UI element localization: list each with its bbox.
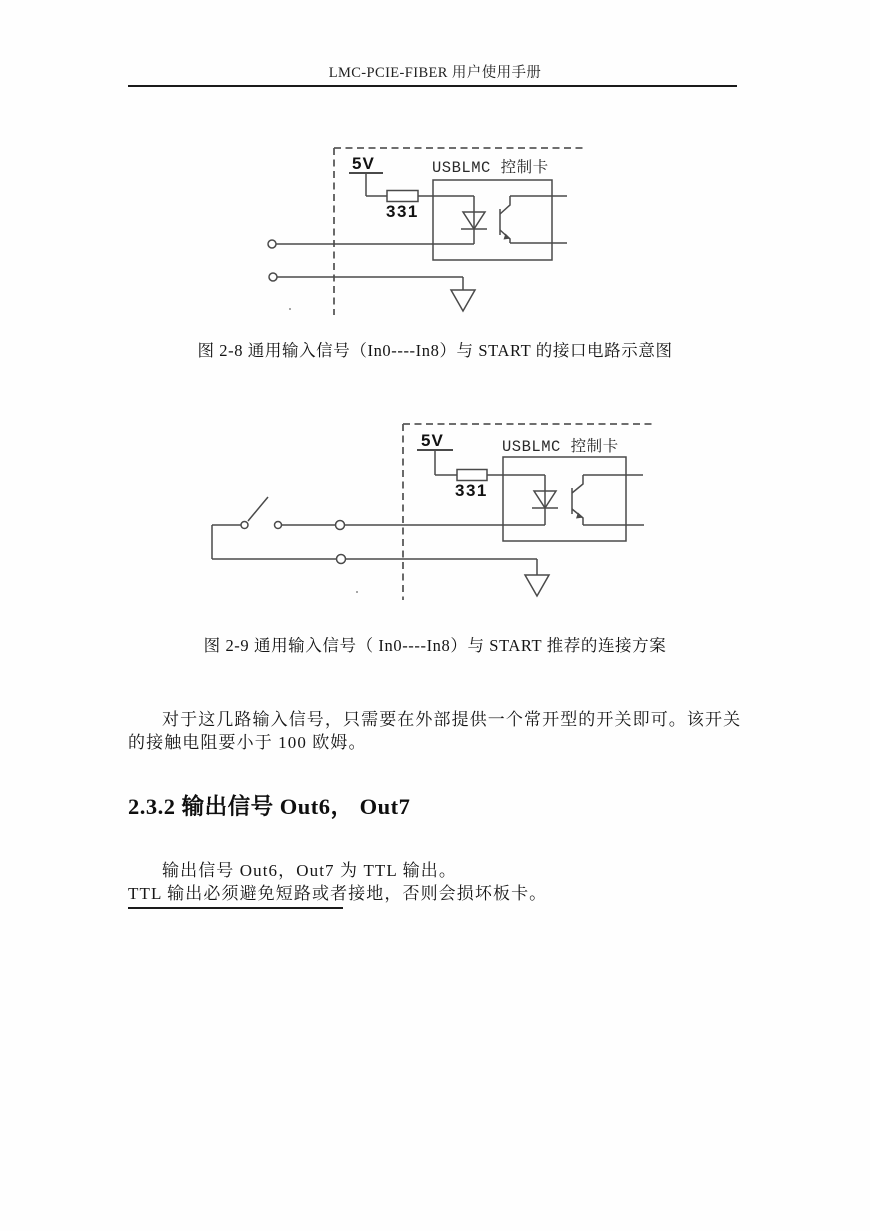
section-heading-2-3-2: 2.3.2 输出信号 Out6， Out7 — [128, 794, 411, 819]
figure-2-9-caption: 图 2-9 通用输入信号（ In0----In8）与 START 推荐的连接方案 — [203, 636, 667, 655]
resistor-value-label: 331 — [386, 202, 419, 221]
vcc-label: 5V — [352, 154, 375, 173]
board-label: USBLMC 控制卡 — [502, 438, 619, 456]
vcc-label: 5V — [421, 431, 444, 450]
optocoupler-box — [503, 457, 626, 541]
resistor-value-label: 331 — [455, 481, 488, 500]
scan-speck — [356, 591, 358, 593]
optocoupler-box — [433, 180, 552, 260]
vcc-rail — [349, 173, 387, 196]
output-note-line: TTL 输出必须避免短路或者接地，否则会损坏板卡。 — [128, 884, 548, 903]
phototransistor-symbol — [500, 196, 511, 243]
body-paragraph-line: 的接触电阻要小于 100 欧姆。 — [128, 733, 367, 752]
resistor-symbol — [387, 191, 418, 202]
external-switch — [212, 497, 335, 529]
led-symbol — [532, 475, 558, 525]
phototransistor-symbol — [572, 475, 584, 525]
led-symbol — [461, 196, 487, 244]
ground-symbol — [525, 559, 549, 596]
footnote-rule — [128, 907, 343, 909]
body-paragraph-line: 对于这几路输入信号，只需要在外部提供一个常开型的开关即可。该开关 — [162, 710, 742, 729]
vcc-rail — [417, 450, 457, 475]
scan-speck — [289, 308, 291, 310]
input-terminal-bottom — [337, 555, 538, 564]
ground-symbol — [451, 277, 475, 311]
output-note-line: 输出信号 Out6，Out7 为 TTL 输出。 — [162, 861, 457, 880]
board-label: USBLMC 控制卡 — [432, 159, 549, 177]
input-terminal-bottom — [269, 273, 463, 281]
input-terminal-top — [268, 240, 474, 248]
resistor-symbol — [457, 470, 487, 481]
page-header-title: LMC-PCIE-FIBER 用户使用手册 — [328, 65, 542, 81]
input-terminal-top — [336, 521, 546, 530]
header-rule — [128, 85, 737, 87]
figure-2-8-caption: 图 2-8 通用输入信号（In0----In8）与 START 的接口电路示意图 — [197, 341, 673, 360]
